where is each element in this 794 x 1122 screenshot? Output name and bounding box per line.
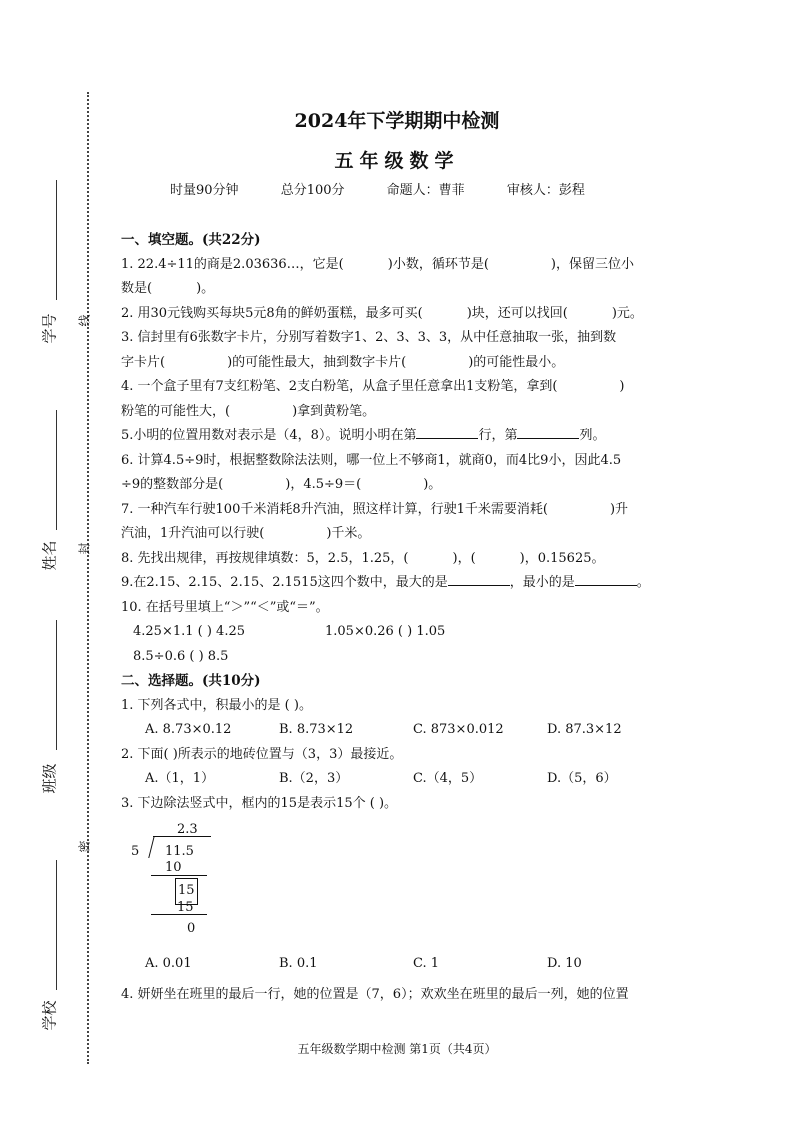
option: D.（5，6） (547, 771, 617, 786)
div-row-3: 15 (177, 900, 194, 915)
exam-subtitle: 五年级数学 (334, 150, 460, 172)
choice-4: 4. 妍妍坐在班里的最后一行，她的位置是（7，6）；欢欢坐在班里的最后一列，她的位置 (121, 986, 629, 1002)
option: D. 87.3×12 (547, 722, 622, 737)
name-rule (56, 410, 57, 530)
question-3: 3. 信封里有6张数字卡片，分别写着数字1、2、3、3、3，从中任意抽取一张，抽到数 字卡片( )的可能性最大，抽到数字卡片( )的可能性最小。 (121, 330, 617, 370)
class-label: 班级 (40, 763, 59, 794)
score-info: 总分100分 (280, 183, 345, 198)
exam-title: 2024年下学期期中检测 (294, 110, 500, 132)
section-fill-blank: 一、填空题。(共22分) (121, 232, 261, 248)
compare-3: 8.5÷0.6 ( ) 8.5 (133, 648, 229, 664)
option: C. 1 (413, 956, 440, 971)
compare-row-1 (121, 620, 681, 645)
choice-2-options (121, 767, 681, 792)
time-info: 时量90分钟 (170, 183, 239, 198)
option: C. 873×0.012 (413, 722, 504, 737)
compare-1: 4.25×1.1 ( ) 4.25 (133, 624, 245, 639)
reviewer-info: 审核人：彭程 (506, 183, 585, 198)
choice-2: 2. 下面( )所表示的地砖位置与（3，3）最接近。 (121, 746, 403, 762)
div-dividend: 11.5 (165, 844, 194, 859)
exam-content (121, 228, 681, 1007)
name-label: 姓名 (40, 540, 59, 571)
option: D. 10 (547, 956, 582, 971)
author-info: 命题人：曹菲 (386, 183, 465, 198)
option: A.（1，1） (145, 771, 215, 786)
question-6: 6. 计算4.5÷9时，根据整数除法法则，哪一位上不够商1，就商0，而4比9小，因此4.5 ÷9的整数部分是( )，4.5÷9＝( )。 (121, 452, 622, 492)
div-divisor: 5 (131, 844, 140, 859)
option: B. 8.73×12 (279, 722, 354, 737)
option: B. 0.1 (279, 956, 318, 971)
exam-info (170, 179, 623, 198)
option: A. 0.01 (145, 956, 192, 971)
choice-3: 3. 下边除法竖式中，框内的15是表示15个 ( )。 (121, 795, 398, 811)
class-rule (56, 620, 57, 750)
div-quotient: 2.3 (177, 822, 198, 837)
option: C.（4，5） (413, 771, 483, 786)
student-id-label: 学号 (40, 313, 59, 344)
question-7: 7. 一种汽车行驶100千米消耗8升汽油，照这样计算，行驶1千米需要消耗( )升 汽油，1升汽油可以行驶( )千米。 (121, 501, 629, 541)
section-choice: 二、选择题。(共10分) (121, 673, 261, 689)
student-id-rule (56, 180, 57, 300)
seal-secret-text: 密 (77, 840, 92, 853)
long-division (125, 818, 245, 948)
option: A. 8.73×0.12 (145, 722, 232, 737)
choice-1: 1. 下列各式中，积最小的是 ( )。 (121, 697, 312, 713)
div-row-1: 10 (165, 860, 182, 875)
question-8: 8. 先找出规律，再按规律填数：5，2.5，1.25，( )，( )，0.15625。 (121, 550, 605, 566)
question-5: 5.小明的位置用数对表示是（4，8）。说明小明在第 行，第 列。 (121, 424, 681, 449)
question-2: 2. 用30元钱购买每块5元8角的鲜奶蛋糕，最多可买( )块，还可以找回( )元。 (121, 305, 643, 321)
school-rule (56, 860, 57, 990)
choice-1-options (121, 718, 681, 743)
binding-dotted-line (87, 92, 89, 1064)
compare-2: 1.05×0.26 ( ) 1.05 (325, 624, 446, 639)
question-1: 1. 22.4÷11的商是2.03636…，它是( )小数，循环节是( )，保留三位小 数是( )。 (121, 256, 634, 296)
seal-line-text: 线 (77, 314, 92, 327)
question-4: 4. 一个盒子里有7支红粉笔、2支白粉笔，从盒子里任意拿出1支粉笔，拿到( ) 粉笔的可能性大，( )拿到黄粉笔。 (121, 379, 625, 419)
compare-row-2 (121, 645, 681, 670)
div-row-4: 0 (187, 921, 196, 936)
question-10: 10. 在括号里填上“＞”“＜”或“＝”。 (121, 599, 329, 615)
school-label: 学校 (40, 1000, 59, 1031)
page-footer: 五年级数学期中检测 第1页（共4页） (297, 1042, 497, 1056)
question-9: 9.在2.15、2.15、2.15、2.1515这四个数中，最大的是 ，最小的是 。 (121, 571, 681, 596)
choice-3-options (121, 952, 681, 977)
div-row-2-boxed: 15 (175, 878, 198, 905)
option: B.（2，3） (279, 771, 349, 786)
seal-seal-text: 封 (77, 542, 92, 555)
